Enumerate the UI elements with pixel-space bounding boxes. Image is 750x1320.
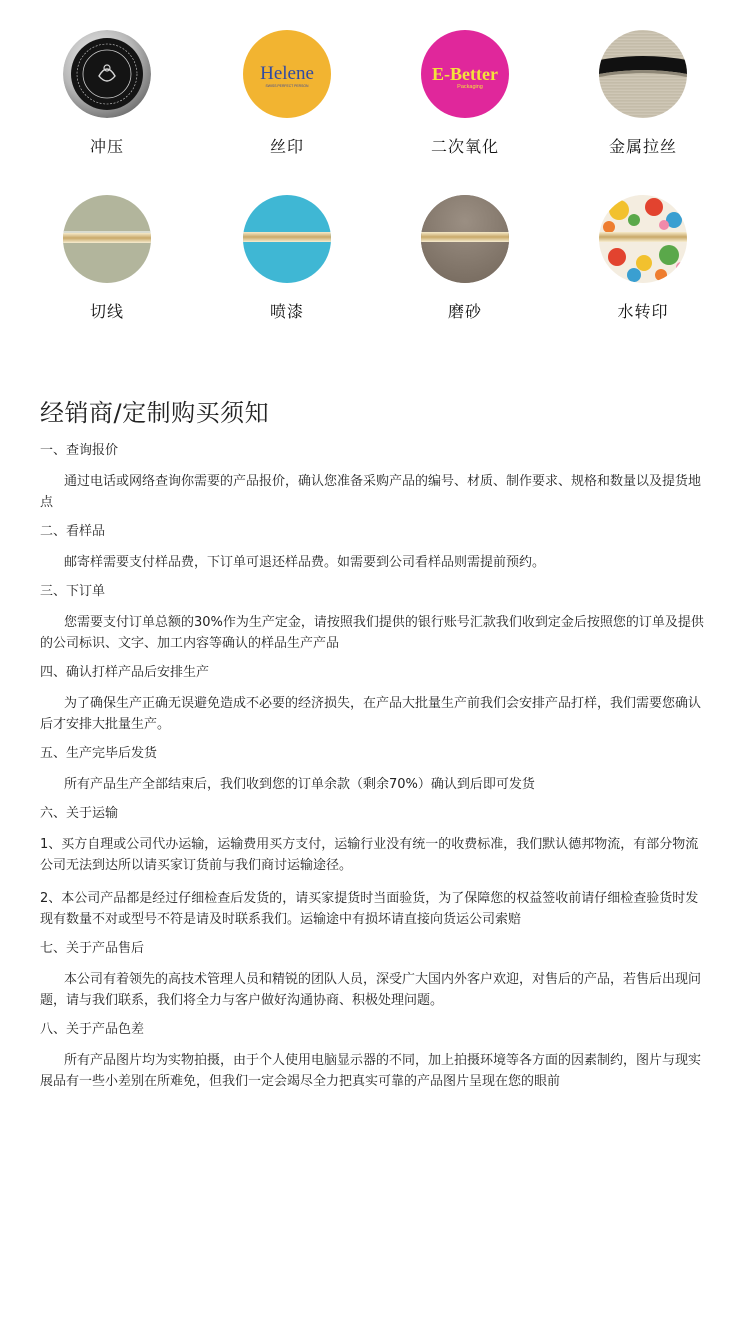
notice-section <box>40 805 705 930</box>
swatch-water-transfer <box>553 195 733 322</box>
swatch-spray-paint <box>197 195 377 322</box>
section-paragraph: 您需要支付订单总额的30%作为生产定金，请按照我们提供的银行账号汇款我们收到定金后按照您的订单及提供的公司标识、文字、加工内容等确认的样品生产产品 <box>40 615 704 651</box>
section-paragraph: 所有产品生产全部结束后，我们收到您的订单余款（剩余70%）确认到后即可发货 <box>64 777 535 792</box>
swatch-label: 水转印 <box>617 302 669 321</box>
notice-section <box>40 442 705 513</box>
notice-section <box>40 745 705 795</box>
section-heading: 四、确认打样产品后安排生产 <box>40 665 210 680</box>
swatch-stamping <box>17 30 197 157</box>
cut-line-icon <box>63 195 151 283</box>
swatch-label: 丝印 <box>269 137 304 156</box>
section-heading: 六、关于运输 <box>40 806 119 821</box>
swatch-screen-print <box>197 30 377 157</box>
swatch-label: 磨砂 <box>447 302 482 321</box>
swatch-secondary-oxidation <box>375 30 555 157</box>
notice-section <box>40 583 705 654</box>
section-heading: 七、关于产品售后 <box>40 941 145 956</box>
section-paragraph: 本公司有着领先的高技术管理人员和精锐的团队人员，深受广大国内外客户欢迎，对售后的产品，若售后出现问题，请与我们联系，我们将全力与客户做好沟通协商、积极处理问题。 <box>40 972 702 1008</box>
spray-paint-icon <box>243 195 331 283</box>
brushed-metal-icon <box>599 30 687 118</box>
section-paragraph: 通过电话或网络查询你需要的产品报价，确认您准备采购产品的编号、材质、制作要求、规格和数量以及提货地点 <box>40 474 702 510</box>
section-heading: 二、看样品 <box>40 524 106 539</box>
notice-section <box>40 940 705 1011</box>
screen-print-icon <box>243 30 331 118</box>
notice-section <box>40 523 705 573</box>
frosted-icon <box>421 195 509 283</box>
swatch-cut-line <box>17 195 197 322</box>
section-heading: 一、查询报价 <box>40 443 119 458</box>
swatch-label: 切线 <box>89 302 124 321</box>
stamped-seal-icon <box>63 30 151 118</box>
swatch-label: 冲压 <box>89 137 124 156</box>
ebetter-logo-text: E-Better <box>432 64 498 84</box>
section-paragraph: 1、买方自理或公司代办运输，运输费用买方支付，运输行业没有统一的收费标准，我们默认德邦物流，有部分物流公司无法到达所以请买家订货前与我们商讨运输途径。 <box>40 837 699 873</box>
section-paragraph: 2、本公司产品都是经过仔细检查后发货的，请买家提货时当面验货，为了保障您的权益签收前请仔细检查验货时发现有数量不对或型号不符是请及时联系我们。运输途中有损坏请直接向货运公司索赔 <box>40 891 699 927</box>
swatch-frosted <box>375 195 555 322</box>
water-transfer-icon <box>599 195 687 283</box>
swatch-label: 喷漆 <box>269 302 304 321</box>
secondary-oxidation-icon <box>421 30 509 118</box>
notice-section <box>40 664 705 735</box>
section-heading: 五、生产完毕后发货 <box>40 746 158 761</box>
purchase-notice <box>40 393 705 1092</box>
helene-logo-sub: SWISS PERFECT PERSON <box>265 84 309 88</box>
section-paragraph: 为了确保生产正确无误避免造成不必要的经济损失，在产品大批量生产前我们会安排产品打样，我们需要您确认后才安排大批量生产。 <box>40 696 702 732</box>
section-paragraph: 邮寄样需要支付样品费，下订单可退还样品费。如需要到公司看样品则需提前预约。 <box>64 555 546 570</box>
section-heading: 三、下订单 <box>40 584 106 599</box>
section-paragraph: 所有产品图片均为实物拍摄，由于个人使用电脑显示器的不同，加上拍摄环境等各方面的因素制约，图片与现实展品有一些小差别在所难免，但我们一定会竭尽全力把真实可靠的产品图片呈现在您的眼前 <box>40 1053 702 1089</box>
swatch-label: 金属拉丝 <box>608 137 677 156</box>
notice-section <box>40 1021 705 1092</box>
swatch-label: 二次氧化 <box>430 137 499 156</box>
section-heading: 八、关于产品色差 <box>40 1022 145 1037</box>
swatch-brushed-metal <box>553 30 733 157</box>
ebetter-logo-sub: Packaging <box>457 84 483 90</box>
notice-title: 经销商/定制购买须知 <box>40 399 270 427</box>
helene-logo-text: Helene <box>260 63 314 84</box>
